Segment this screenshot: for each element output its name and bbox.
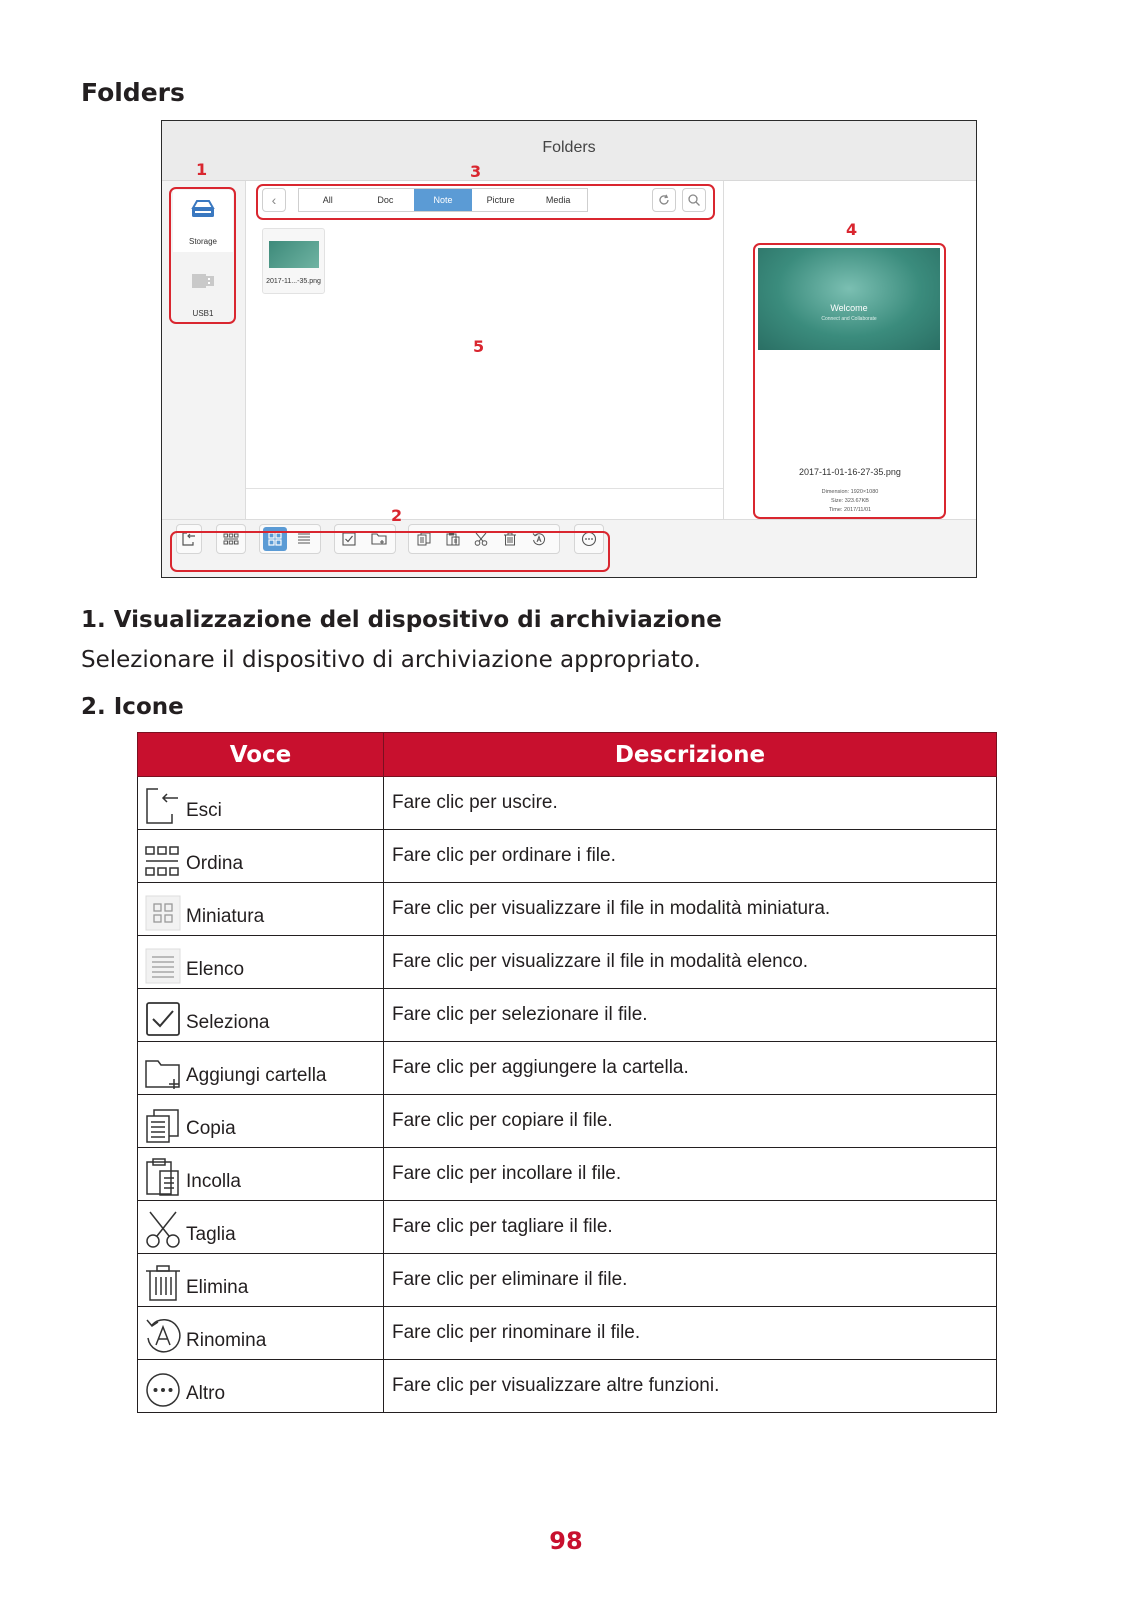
table-row bbox=[138, 1201, 997, 1254]
table-row bbox=[138, 830, 997, 883]
callout-box-tabs bbox=[256, 184, 715, 220]
table-row bbox=[138, 936, 997, 989]
table-row bbox=[138, 1360, 997, 1413]
section1-title: 1. Visualizzazione del dispositivo di archiviazione bbox=[81, 607, 722, 633]
descrizione-cell: Fare clic per incollare il file. bbox=[384, 1148, 997, 1201]
preview-sub-text: Connect and Collaborate bbox=[821, 316, 877, 322]
icon-table bbox=[137, 732, 997, 1413]
descrizione-cell: Fare clic per eliminare il file. bbox=[384, 1254, 997, 1307]
descrizione-cell: Fare clic per rinominare il file. bbox=[384, 1307, 997, 1360]
voce-label: Altro bbox=[186, 1382, 226, 1404]
paste-icon bbox=[144, 1157, 182, 1197]
back-button[interactable]: ‹ bbox=[262, 188, 286, 212]
table-row bbox=[138, 777, 997, 830]
tab-all[interactable]: All bbox=[322, 195, 333, 205]
rename-icon bbox=[144, 1316, 182, 1356]
cut-icon bbox=[144, 1210, 182, 1250]
table-row bbox=[138, 1148, 997, 1201]
usb-label: USB1 bbox=[192, 309, 214, 318]
descrizione-cell: Fare clic per tagliare il file. bbox=[384, 1201, 997, 1254]
delete-icon bbox=[144, 1263, 182, 1303]
descrizione-cell: Fare clic per visualizzare il file in modalità miniatura. bbox=[384, 883, 997, 936]
descrizione-cell: Fare clic per uscire. bbox=[384, 777, 997, 830]
thumbnail-image bbox=[269, 241, 319, 268]
window-titlebar bbox=[162, 121, 976, 181]
descrizione-cell: Fare clic per copiare il file. bbox=[384, 1095, 997, 1148]
voce-label: Taglia bbox=[186, 1223, 236, 1245]
voce-label: Ordina bbox=[186, 852, 244, 874]
list-icon bbox=[144, 947, 182, 985]
callout-number-3: 3 bbox=[470, 162, 482, 181]
table-row bbox=[138, 1307, 997, 1360]
preview-size: Size: 323.67KB bbox=[831, 498, 869, 504]
preview-time: Time: 2017/11/01 bbox=[828, 507, 872, 513]
callout-number-2: 2 bbox=[391, 506, 403, 525]
header-descrizione: Descrizione bbox=[384, 733, 997, 777]
descrizione-cell: Fare clic per selezionare il file. bbox=[384, 989, 997, 1042]
descrizione-cell: Fare clic per ordinare i file. bbox=[384, 830, 997, 883]
table-header-row bbox=[138, 733, 997, 777]
copy-icon bbox=[144, 1108, 182, 1144]
header-voce: Voce bbox=[138, 733, 384, 777]
tab-doc[interactable]: Doc bbox=[377, 195, 394, 205]
sort-icon bbox=[144, 843, 182, 879]
descrizione-cell: Fare clic per visualizzare il file in modalità elenco. bbox=[384, 936, 997, 989]
tab-picture[interactable]: Picture bbox=[486, 195, 515, 205]
section2-title: 2. Icone bbox=[81, 694, 184, 720]
callout-number-4: 4 bbox=[846, 220, 858, 239]
add-folder-icon bbox=[144, 1057, 182, 1091]
page-heading-folders: Folders bbox=[81, 78, 185, 107]
file-thumbnail[interactable] bbox=[262, 228, 325, 294]
callout-box-storage bbox=[169, 187, 236, 324]
exit-icon bbox=[144, 786, 182, 826]
storage-label: Storage bbox=[188, 237, 218, 246]
table-row bbox=[138, 1042, 997, 1095]
callout-number-5: 5 bbox=[473, 337, 485, 356]
descrizione-cell: Fare clic per visualizzare altre funzioni. bbox=[384, 1360, 997, 1413]
callout-box-toolbar bbox=[170, 531, 610, 572]
thumbnail-label: 2017-11...-35.png bbox=[266, 278, 321, 285]
voce-label: Copia bbox=[186, 1117, 236, 1139]
preview-welcome-text: Welcome bbox=[830, 303, 868, 313]
voce-label: Elenco bbox=[186, 958, 245, 980]
window-title: Folders bbox=[542, 139, 596, 156]
callout-box-preview bbox=[753, 243, 946, 519]
more-icon bbox=[144, 1369, 182, 1409]
table-row bbox=[138, 1095, 997, 1148]
select-icon bbox=[144, 1000, 182, 1038]
preview-filename: 2017-11-01-16-27-35.png bbox=[799, 467, 901, 477]
voce-label: Elimina bbox=[186, 1276, 249, 1298]
descrizione-cell: Fare clic per aggiungere la cartella. bbox=[384, 1042, 997, 1095]
voce-label: Rinomina bbox=[186, 1329, 267, 1351]
voce-label: Seleziona bbox=[186, 1011, 270, 1033]
voce-label: Esci bbox=[186, 799, 222, 821]
voce-label: Miniatura bbox=[186, 905, 265, 927]
table-row bbox=[138, 883, 997, 936]
voce-label: Incolla bbox=[186, 1170, 241, 1192]
page-number: 98 bbox=[549, 1527, 583, 1555]
voce-label: Aggiungi cartella bbox=[186, 1064, 327, 1086]
preview-dimension: Dimension: 1920×1080 bbox=[821, 489, 879, 495]
thumbnail-icon bbox=[144, 894, 182, 932]
callout-number-1: 1 bbox=[196, 160, 208, 179]
table-row bbox=[138, 989, 997, 1042]
tab-note[interactable]: Note bbox=[414, 189, 472, 211]
section1-text: Selezionare il dispositivo di archiviazione appropriato. bbox=[81, 647, 701, 673]
table-row bbox=[138, 1254, 997, 1307]
tab-media[interactable]: Media bbox=[545, 195, 571, 205]
